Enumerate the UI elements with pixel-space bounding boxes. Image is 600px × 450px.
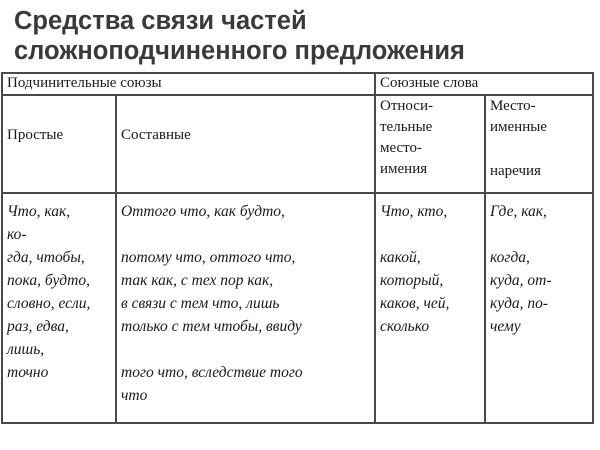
text-line: именные xyxy=(490,119,547,135)
text-line: куда, по- xyxy=(490,295,549,312)
text-line: того что, вследствие того xyxy=(121,364,303,381)
text-line: гда, чтобы, xyxy=(7,249,85,266)
text-line: точно xyxy=(7,364,49,381)
cell-simple-conjunctions xyxy=(2,193,116,423)
text-line: имения xyxy=(380,161,428,177)
text-line: Где, как, xyxy=(490,203,547,220)
text-line: Оттого что, как будто, xyxy=(121,203,285,220)
text-line: Место- xyxy=(490,98,536,114)
document-title xyxy=(14,6,594,66)
text-line: наречия xyxy=(490,163,541,179)
text-line: лишь, xyxy=(7,341,45,358)
text-line: пока, будто, xyxy=(7,272,90,289)
cell-pronominal-adverbs xyxy=(485,193,593,423)
text-line: раз, едва, xyxy=(7,318,69,335)
subheader-compound: Составные xyxy=(116,95,375,193)
text-line: в связи с тем что, лишь xyxy=(121,295,280,312)
title-line-2: сложноподчиненного предложения xyxy=(14,37,465,65)
text-line: только с тем чтобы, ввиду xyxy=(121,318,302,335)
cell-relative-pronouns xyxy=(375,193,485,423)
header-conjunctions: Подчинительные союзы xyxy=(2,73,375,95)
text-line: каков, чей, xyxy=(380,295,450,312)
text-line: чему xyxy=(490,318,521,335)
text-line: так как, с тех пор как, xyxy=(121,272,274,289)
text-line: когда, xyxy=(490,249,530,266)
header-allied-words: Союзные слова xyxy=(375,73,593,95)
text-line: место- xyxy=(380,140,423,156)
text-line: Относи- xyxy=(380,98,433,114)
text-line: сколько xyxy=(380,318,430,335)
text-line: какой, xyxy=(380,249,421,266)
conjunctions-table xyxy=(1,72,594,424)
subheader-simple: Простые xyxy=(2,95,116,193)
cell-compound-conjunctions xyxy=(116,193,375,423)
text-line: Что, как, xyxy=(7,203,71,220)
text-line: ко- xyxy=(7,226,27,243)
text-line: куда, от- xyxy=(490,272,552,289)
subheader-adverbs xyxy=(485,95,593,193)
text-line: тельные xyxy=(380,119,433,135)
text-line: который, xyxy=(380,272,444,289)
title-line-1: Средства связи частей xyxy=(14,7,307,35)
text-line: Что, кто, xyxy=(380,203,448,220)
text-line: словно, если, xyxy=(7,295,91,312)
text-line: что xyxy=(121,387,148,404)
text-line: потому что, оттого что, xyxy=(121,249,296,266)
subheader-pronouns xyxy=(375,95,485,193)
